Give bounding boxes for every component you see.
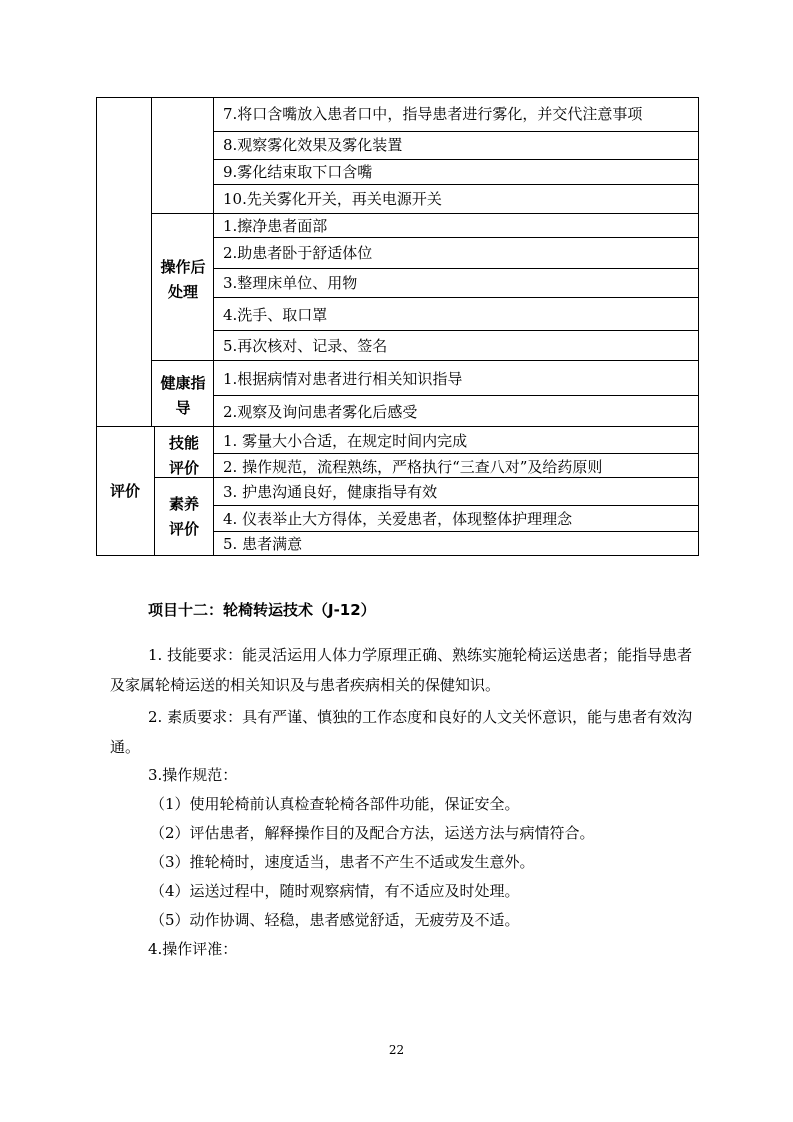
norm-item-5: （5）动作协调、轻稳，患者感觉舒适，无疲劳及不适。	[150, 911, 520, 929]
post-treatment-label: 操作后 处理	[160, 258, 206, 301]
post-item-2: 2.助患者卧于舒适体位	[223, 244, 373, 262]
evaluation-label: 评价	[109, 482, 140, 500]
eval-item-3: 3. 护患沟通良好，健康指导有效	[223, 483, 438, 501]
paragraph-quality-requirements: 2. 素质要求：具有严谨、慎独的工作态度和良好的人文关怀意识，能与患者有效沟通。	[110, 708, 693, 756]
norm-item-3: （3）推轮椅时，速度适当，患者不产生不适或发生意外。	[150, 853, 535, 871]
norm-item-2: （2）评估患者，解释操作目的及配合方法，运送方法与病情符合。	[150, 824, 595, 842]
eval-item-5: 5. 患者满意	[223, 535, 303, 553]
quality-evaluation-label: 素养 评价	[168, 495, 199, 538]
step-item-7: 7.将口含嘴放入患者口中，指导患者进行雾化，并交代注意事项	[223, 105, 643, 123]
guidance-item-1: 1.根据病情对患者进行相关知识指导	[223, 370, 463, 388]
norm-item-1: （1）使用轮椅前认真检查轮椅各部件功能，保证安全。	[150, 795, 520, 813]
paragraph-skill-requirements: 1. 技能要求：能灵活运用人体力学原理正确、熟练实施轮椅运送患者；能指导患者及家属轮椅运送的相关知识及与患者疾病相关的保健知识。	[110, 646, 693, 694]
norms-heading: 3.操作规范：	[148, 766, 238, 784]
criteria-heading: 4.操作评准：	[148, 940, 238, 958]
page-number: 22	[388, 1043, 405, 1057]
step-item-9: 9.雾化结束取下口含嘴	[223, 163, 373, 181]
step-item-10: 10.先关雾化开关，再关电源开关	[223, 190, 442, 208]
post-item-5: 5.再次核对、记录、签名	[223, 337, 388, 355]
post-item-1: 1.擦净患者面部	[223, 217, 328, 235]
eval-item-2: 2. 操作规范，流程熟练，严格执行“三查八对”及给药原则	[223, 458, 603, 476]
post-item-4: 4.洗手、取口罩	[223, 306, 328, 324]
section-title: 项目十二：轮椅转运技术（J-12）	[148, 601, 376, 619]
step-item-8: 8.观察雾化效果及雾化装置	[223, 136, 403, 154]
health-guidance-label: 健康指 导	[160, 374, 206, 417]
guidance-item-2: 2.观察及询问患者雾化后感受	[223, 403, 418, 421]
skill-evaluation-label: 技能 评价	[168, 434, 199, 477]
post-item-3: 3.整理床单位、用物	[223, 274, 358, 292]
norm-item-4: （4）运送过程中，随时观察病情，有不适应及时处理。	[150, 882, 520, 900]
procedure-table	[96, 97, 699, 556]
eval-item-1: 1. 雾量大小合适，在规定时间内完成	[223, 432, 468, 450]
eval-item-4: 4. 仪表举止大方得体，关爱患者，体现整体护理理念	[223, 510, 573, 528]
